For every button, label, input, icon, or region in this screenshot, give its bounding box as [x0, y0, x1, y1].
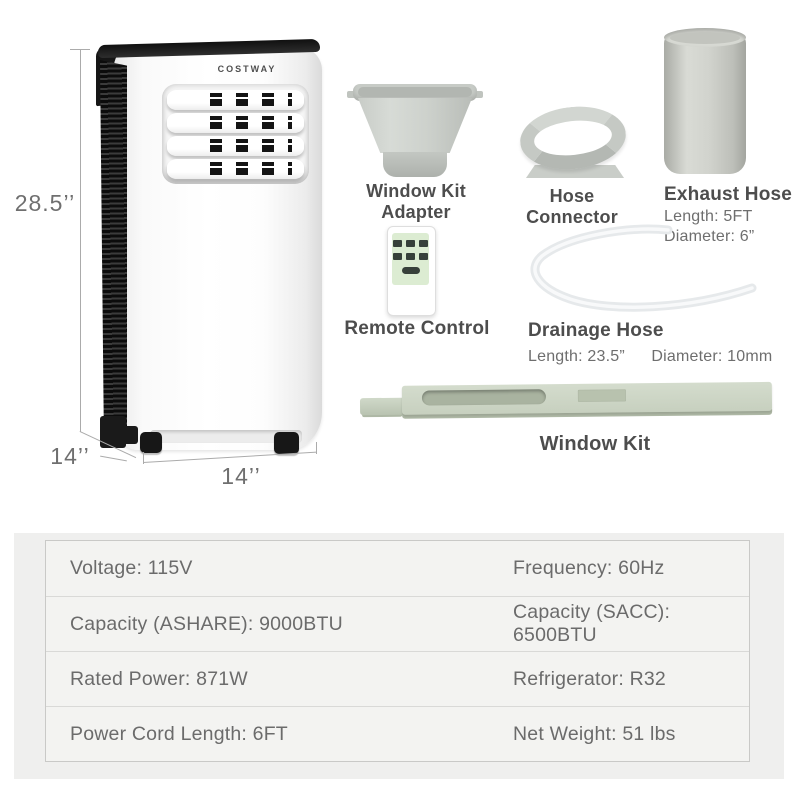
remote-control-graphic [387, 226, 436, 316]
table-row [46, 706, 749, 761]
rear-foot [122, 426, 138, 444]
spec-table [45, 540, 750, 762]
brand-logo: COSTWAY [217, 64, 277, 74]
louver [167, 90, 304, 110]
spec-panel [14, 533, 784, 779]
ac-side-vent [100, 60, 127, 432]
window-kit-adapter-label: Window Kit Adapter [366, 181, 466, 222]
width-dimension-tick [316, 442, 317, 454]
vent-slots [210, 162, 292, 166]
height-dimension-line [80, 49, 81, 432]
remote-button [393, 253, 402, 260]
caster-wheel [140, 432, 162, 453]
exhaust-hose-diameter: Diameter: 6” [664, 228, 755, 245]
louver [167, 136, 304, 156]
spec-refrigerator: Refrigerator: R32 [513, 667, 666, 690]
table-row [46, 651, 749, 706]
louver [167, 159, 304, 179]
remote-buttons [392, 233, 429, 260]
ac-unit-graphic [96, 38, 324, 456]
spec-capacity-ashare: Capacity (ASHARE): 9000BTU [70, 612, 343, 635]
width-dimension-tick [143, 452, 144, 464]
caster-wheel [274, 432, 299, 454]
louver [167, 113, 304, 133]
remote-button-panel [392, 233, 429, 285]
spec-net-weight: Net Weight: 51 lbs [513, 722, 676, 745]
window-kit-label-chip [578, 389, 626, 402]
drainage-hose-diameter: Diameter: 10mm [651, 347, 773, 365]
height-dimension-label: 28.5’’ [14, 190, 76, 216]
adapter-spout [383, 152, 447, 177]
depth-dimension-label: 14’’ [50, 443, 90, 469]
spec-power-cord: Power Cord Length: 6FT [70, 722, 288, 745]
remote-button [419, 240, 428, 247]
drainage-hose-graphic [528, 224, 761, 316]
table-row [46, 541, 749, 596]
vent-slots [210, 116, 292, 120]
hose-connector-label: Hose Connector [526, 186, 618, 227]
vent-slots [210, 168, 292, 175]
remote-control-label: Remote Control [344, 318, 490, 339]
exhaust-hose-label: Exhaust Hose [664, 184, 793, 205]
vent-slots [210, 145, 292, 152]
window-kit-hole [422, 389, 546, 405]
exhaust-hose-graphic [664, 28, 746, 174]
remote-button [406, 253, 415, 260]
vent-slots [210, 93, 292, 97]
vent-slots [210, 122, 292, 129]
exhaust-hose-length: Length: 5FT [664, 208, 753, 225]
spec-voltage: Voltage: 115V [70, 557, 193, 579]
spec-capacity-sacc: Capacity (SACC): 6500BTU [513, 601, 671, 646]
ac-vent-grille [162, 84, 309, 184]
vent-slots [210, 99, 292, 106]
table-row [46, 596, 749, 651]
connector-ring [517, 102, 629, 175]
depth-dimension-tick [100, 456, 127, 462]
exhaust-cap-inner [670, 32, 740, 44]
width-dimension-label: 14’’ [221, 463, 261, 489]
spec-rated-power: Rated Power: 871W [70, 667, 248, 690]
adapter-bowl [353, 98, 477, 153]
remote-button [419, 253, 428, 260]
remote-oval-button [402, 267, 420, 274]
hose-connector-graphic [518, 103, 634, 189]
remote-button [393, 240, 402, 247]
spec-frequency: Frequency: 60Hz [513, 557, 665, 579]
adapter-rim-inner [358, 87, 472, 97]
height-dimension-tick [70, 49, 90, 50]
drainage-hose-length: Length: 23.5” [528, 347, 625, 365]
window-kit-label: Window Kit [539, 433, 651, 455]
window-kit-graphic [360, 380, 774, 426]
remote-button [406, 240, 415, 247]
drainage-hose-label: Drainage Hose [528, 320, 664, 341]
exhaust-cylinder [664, 34, 746, 174]
window-kit-adapter-graphic [353, 84, 477, 180]
vent-slots [210, 139, 292, 143]
